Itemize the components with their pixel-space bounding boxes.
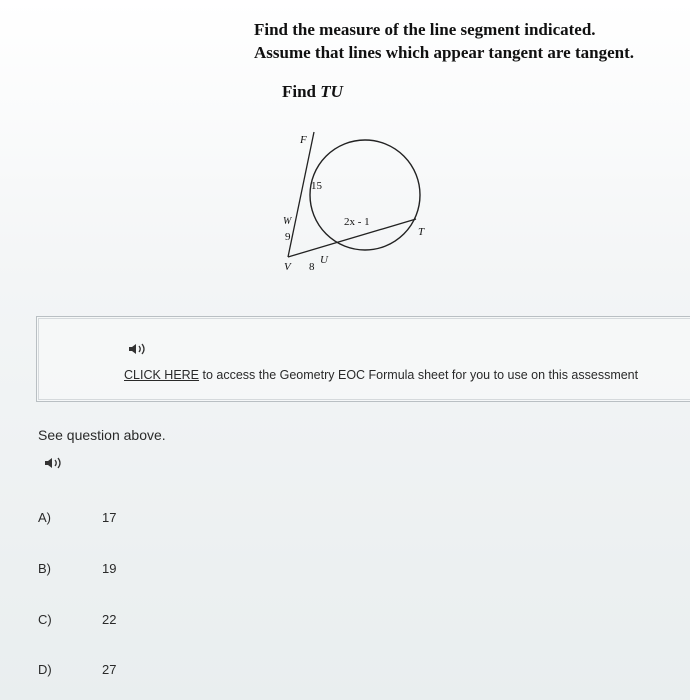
find-prompt bbox=[282, 82, 684, 102]
find-prefix: Find bbox=[282, 82, 321, 101]
choice-d[interactable] bbox=[38, 662, 238, 682]
choice-a[interactable] bbox=[38, 510, 238, 530]
choice-c[interactable] bbox=[38, 612, 238, 632]
question-line-1: Find the measure of the line segment indicated. bbox=[254, 20, 596, 39]
geometry-diagram bbox=[270, 125, 440, 275]
label-8: 8 bbox=[309, 261, 315, 273]
see-question-label: See question above. bbox=[38, 427, 166, 443]
label-2x-1: 2x - 1 bbox=[344, 216, 370, 228]
speaker-icon[interactable] bbox=[128, 342, 148, 356]
choice-letter: B) bbox=[38, 561, 51, 576]
find-target: TU bbox=[320, 82, 343, 101]
choice-letter: D) bbox=[38, 662, 52, 677]
choice-value: 19 bbox=[102, 561, 117, 576]
question-block bbox=[254, 18, 684, 102]
formula-sheet-inner bbox=[38, 318, 690, 400]
question-line-2: Assume that lines which appear tangent are tangent. bbox=[254, 43, 634, 62]
label-W: W bbox=[283, 216, 292, 227]
label-U: U bbox=[320, 254, 328, 266]
choice-value: 22 bbox=[102, 612, 117, 627]
label-T: T bbox=[418, 226, 425, 238]
speaker-icon[interactable] bbox=[44, 456, 64, 470]
label-F: F bbox=[300, 134, 307, 146]
choice-letter: A) bbox=[38, 510, 51, 525]
label-V: V bbox=[284, 261, 291, 273]
formula-sheet-text bbox=[124, 368, 638, 382]
click-here-link[interactable]: CLICK HERE bbox=[124, 368, 200, 382]
choice-letter: C) bbox=[38, 612, 52, 627]
label-15: 15 bbox=[311, 180, 322, 192]
choice-value: 17 bbox=[102, 510, 117, 525]
choice-value: 27 bbox=[102, 662, 117, 677]
choice-b[interactable] bbox=[38, 561, 238, 581]
formula-sheet-description: to access the Geometry EOC Formula sheet for you to use on this assessment bbox=[199, 368, 639, 382]
label-9: 9 bbox=[285, 231, 291, 243]
